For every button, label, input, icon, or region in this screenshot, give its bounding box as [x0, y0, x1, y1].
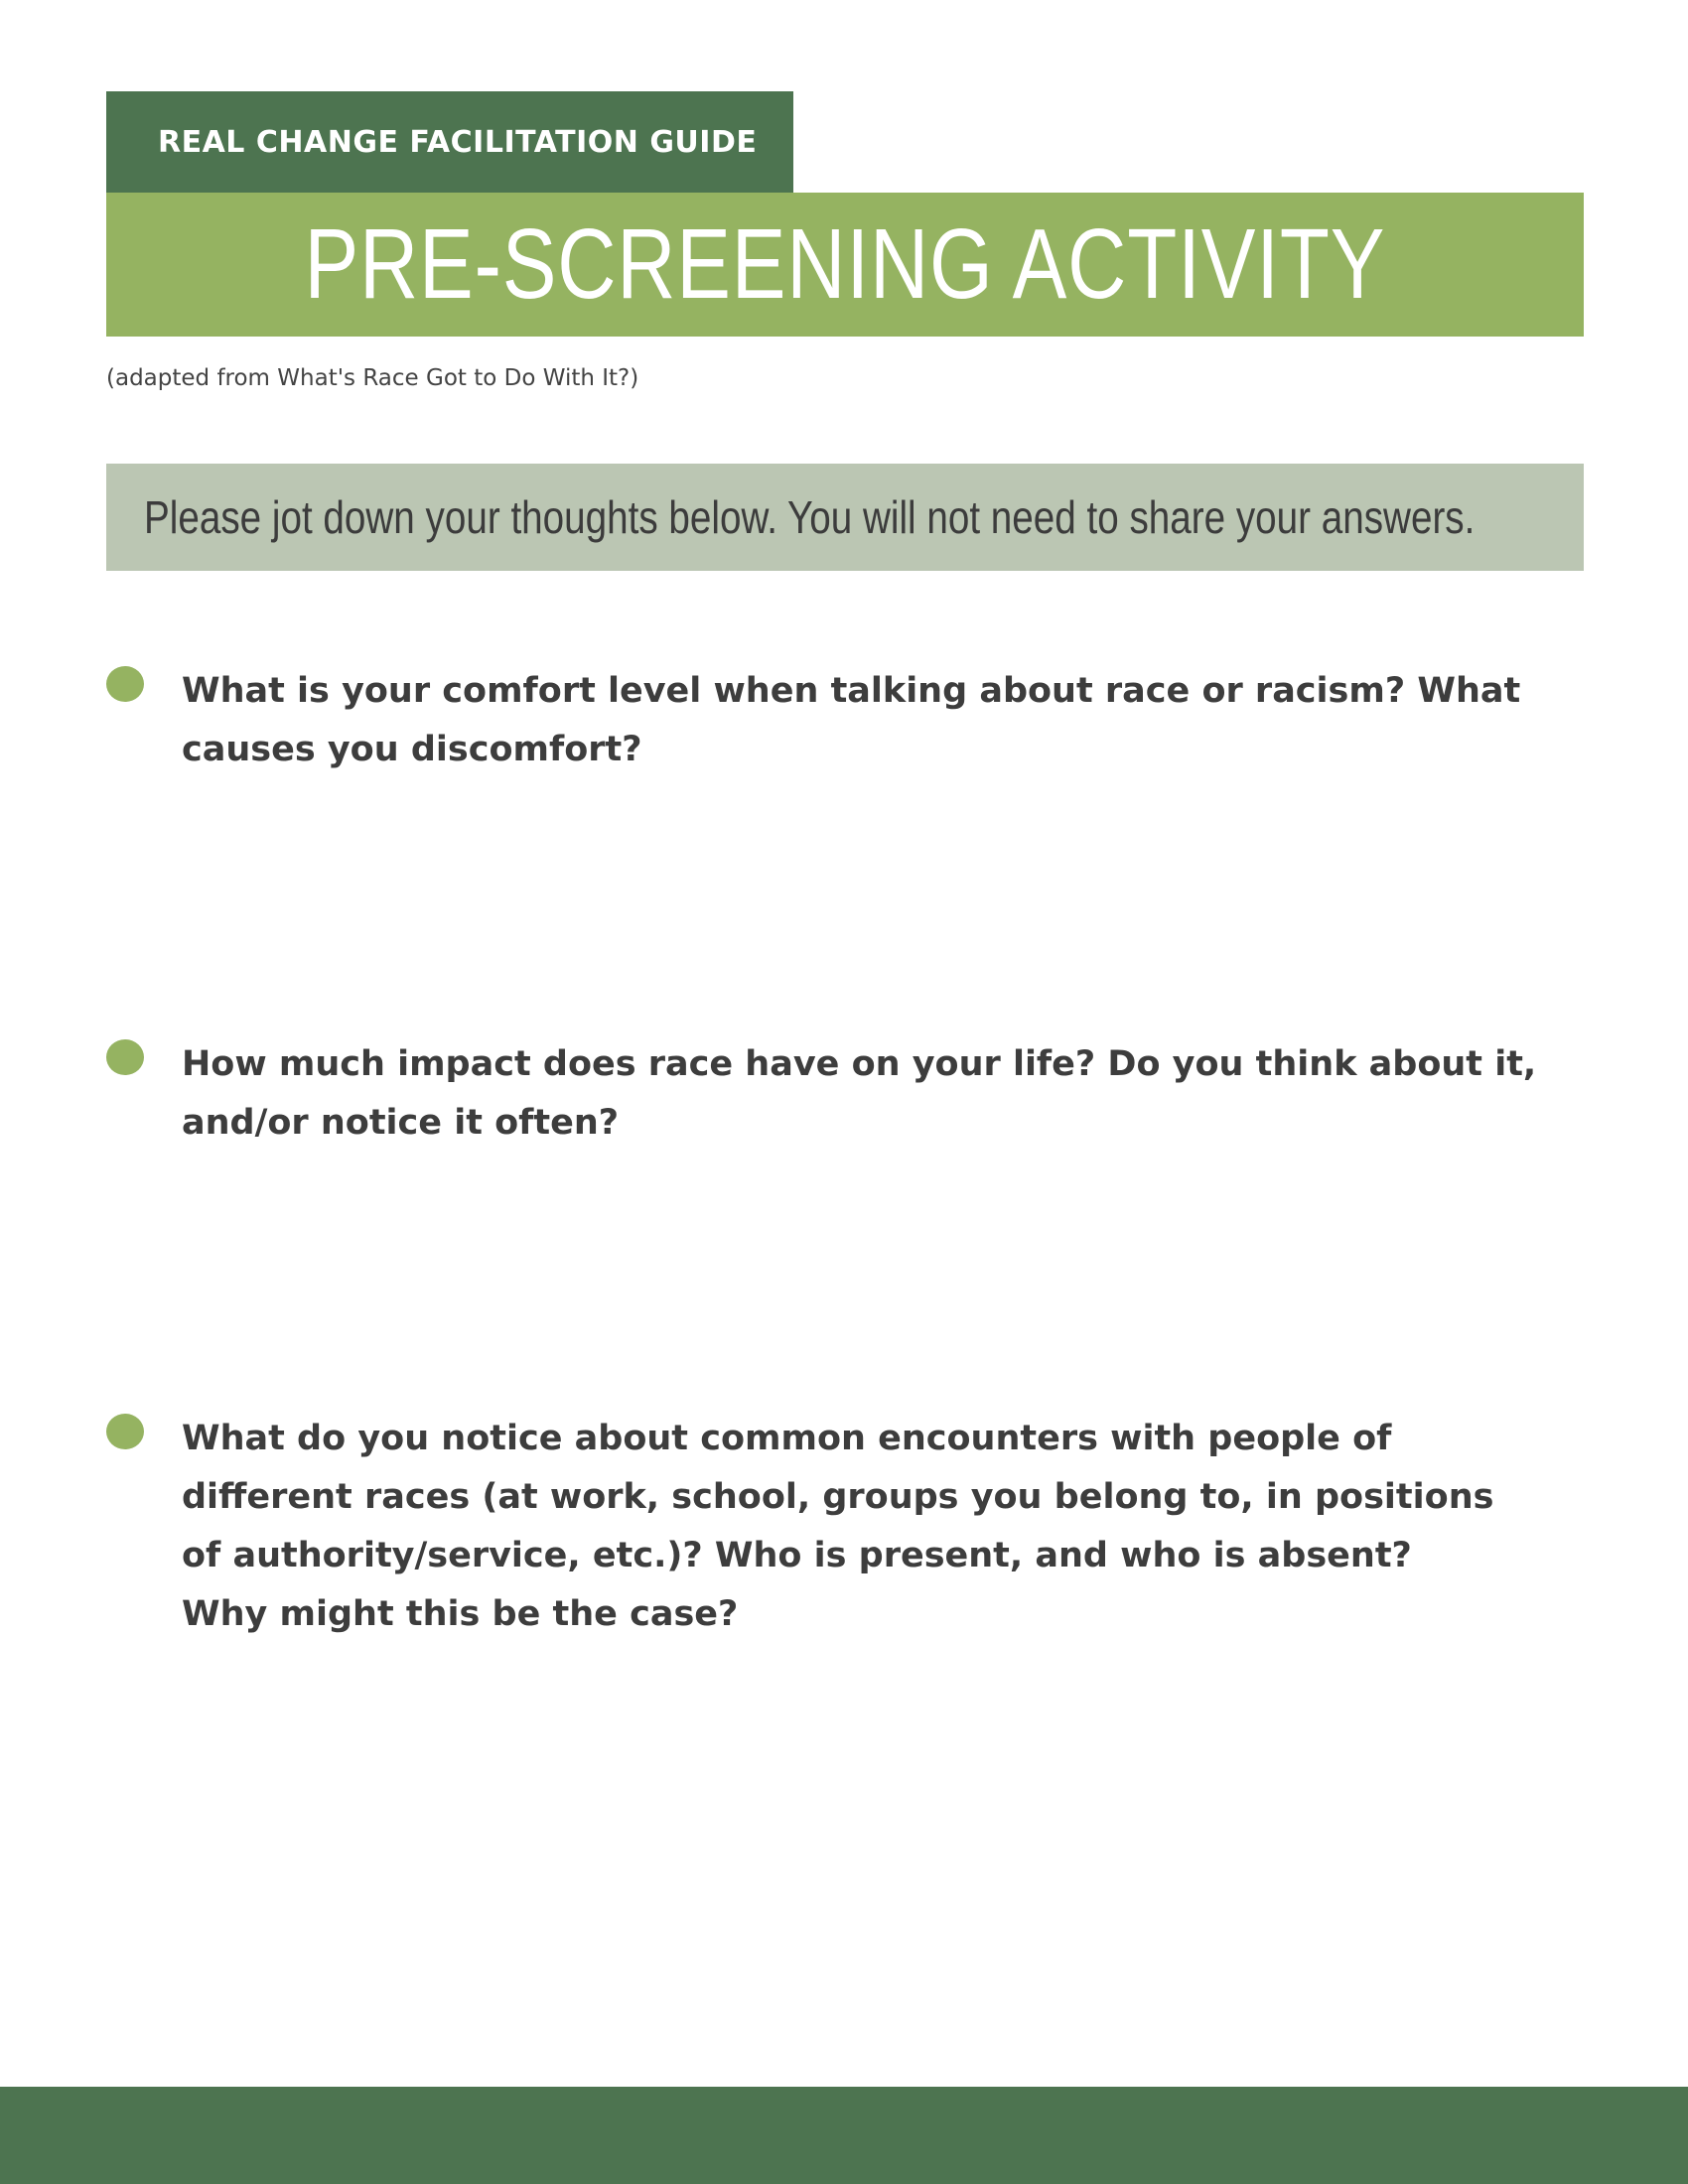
guide-label-text: REAL CHANGE FACILITATION GUIDE [158, 124, 758, 160]
bullet-dot-icon [106, 1414, 144, 1449]
page-title-banner [106, 193, 1584, 337]
question-text: How much impact does race have on your life? Do you think about it, and/or notice it often? [182, 1044, 1537, 1143]
guide-label [106, 91, 793, 193]
question-text: What is your comfort level when talking about race or racism? What causes you discomfort? [182, 671, 1521, 769]
footer-bar [0, 2087, 1688, 2184]
page-title: PRE-SCREENING ACTIVITY [304, 208, 1386, 320]
source-note: (adapted from What's Race Got to Do With It?) [106, 365, 639, 391]
question-text: What do you notice about common encounters with people of different races (at work, school, groups you belong to, in positions of authority/service, etc.)? Who is present, and who is absent? Why might this be the case? [182, 1419, 1494, 1634]
bullet-dot-icon [106, 666, 144, 702]
bullet-dot-icon [106, 1039, 144, 1075]
instruction-box [106, 464, 1584, 571]
instruction-text: Please jot down your thoughts below. You will not need to share your answers. [144, 491, 1476, 543]
